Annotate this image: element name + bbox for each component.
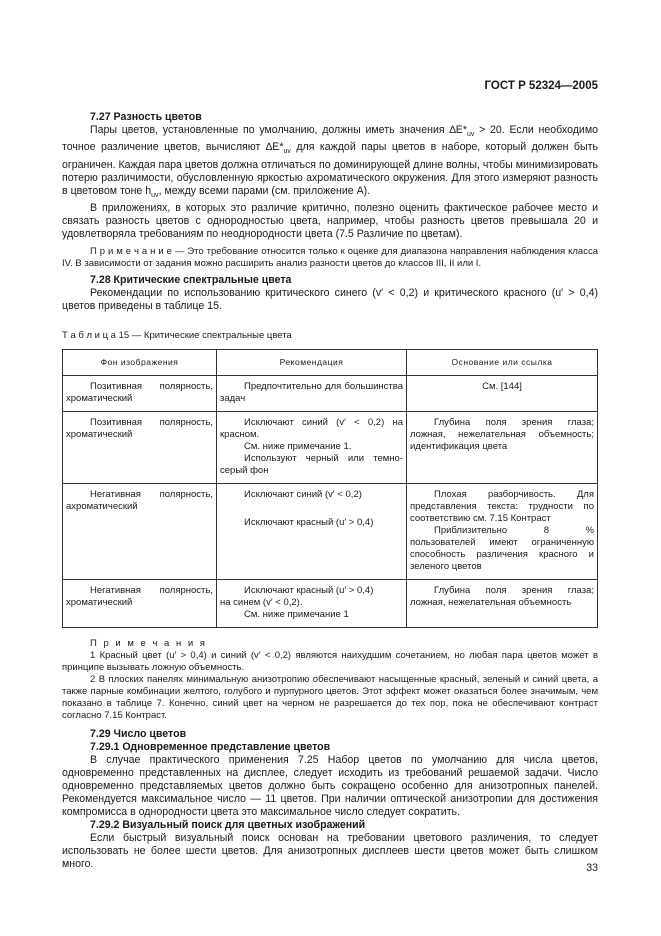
section-7-29-1-title: 7.29.1 Одновременное представление цветов (90, 740, 331, 753)
page-number: 33 (586, 862, 598, 874)
document-header: ГОСТ Р 52324—2005 (484, 80, 598, 92)
section-7-27-title: 7.27 Разность цветов (90, 111, 202, 123)
section-7-29-1-paragraph: В случае практического применения 7.25 Набор цветов по умолчанию для числа цветов, одновременно представленных на дисплее, следует исходить из требований решаемой задачи. Число одновременно представляемых цветов должно быть сокращено особенно для анизотропных панелей. Рекомендуется максимальное число — 11 цветов. При наличии оптической анизотропии для достижения компромисса в однородности цвета это максимальное число следует сократить. (62, 753, 598, 819)
section-7-29-2-paragraph: Если быстрый визуальный поиск основан на требовании цветового различения, то следует использовать не более шести цветов. Для анизотропных дисплеев шести цветов может быть слишком много. (62, 832, 598, 871)
critical-colors-table (62, 349, 598, 628)
note-2: 2 В плоских панелях минимальную анизотропию обеспечивают насыщенные красный, зеленый и синий цвета, а также парные комбинации желтого, голубого и пурпурного цветов. Этот эффект может оказаться более значимым, чем показано в таблице 7. Конечно, синий цвет на черном не разрешается до тех пор, пока не обеспечивают контраст согласно 7.15 Контраст. (62, 673, 598, 721)
table-cell: Предпочтительно для большинства задач (217, 375, 407, 411)
table-cell: Негативная полярность, ахроматический (63, 483, 217, 579)
table-header-cell: Основание или ссылка (407, 349, 598, 375)
table-cell: Позитивная полярность, хроматический (63, 411, 217, 483)
table-cell: Глубина поля зрения глаза; ложная, нежелательная объемность; идентификация цвета (407, 411, 598, 483)
section-7-27-paragraph-2: В приложениях, в которых это различие критично, полезно оценить фактическое рабочее место и связать разность цветов с однородностью цвета, например, чтобы разность цветов превышала 20 и удовлетворяла требованиям по неоднородности цвета (7.5 Различие по цветам). (62, 201, 598, 241)
page-content (62, 111, 598, 872)
table-row (63, 579, 598, 627)
section-7-29-2-title: 7.29.2 Визуальный поиск для цветных изображений (90, 819, 366, 832)
note-1: 1 Красный цвет (u′ > 0,4) и синий (v′ < 0,2) являются наихудшим сочетанием, но любая пара цветов может в принципе вызывать ложную объемность. (62, 649, 598, 673)
table-cell: См. [144] (407, 375, 598, 411)
table-header-cell: Фон изображения (63, 349, 217, 375)
table-row (63, 411, 598, 483)
notes-label: П р и м е ч а н и я (90, 637, 207, 649)
table-cell: Исключают синий (v′ < 0,2) Исключают красный (u′ > 0,4) (217, 483, 407, 579)
table-cell: Негативная полярность, хроматический (63, 579, 217, 627)
table-cell: Позитивная полярность, хроматический (63, 375, 217, 411)
table-cell: Исключают красный (u′ > 0,4) на синем (v′ < 0,2). См. ниже примечание 1 (217, 579, 407, 627)
table-cell: Исключают синий (v′ < 0,2) на красном. См. ниже примечание 1. Используют черный или темно-серый фон (217, 411, 407, 483)
section-7-28-paragraph: Рекомендации по использованию критического синего (v′ < 0,2) и критического красного (u′ > 0,4) цветов приведены в таблице 15. (62, 287, 598, 313)
table-cell: Глубина поля зрения глаза; ложная, нежелательная объемность (407, 579, 598, 627)
section-7-27-paragraph-1: Пары цветов, установленные по умолчанию, должны иметь значения $\Delta E*_{uv} > 20$. Если необходимо точное различение цветов, вычисляют $\Delta E*_{uv}$ для каждой пары цветов в наборе, который должен быть ограничен. Каждая пара цветов должна отличаться по доминирующей длине волны, чтобы минимизировать потерю различимости, обусловленную яркостью ахроматического окружения. Для этого измеряют разность в цветовом тоне $h_{uv}$, между всеми парами (см. приложение А). (62, 124, 598, 199)
section-7-27-note: П р и м е ч а н и е — Это требование относится только к оценке для диапазона направления наблюдения класса IV. В зависимости от задания можно расширить анализ разности цветов до классов III, II или I. (62, 246, 598, 270)
table-row (63, 375, 598, 411)
table-header-cell: Рекомендация (217, 349, 407, 375)
section-7-29-title: 7.29 Число цветов (90, 727, 187, 740)
table-caption: Т а б л и ц а 15 — Критические спектральные цвета (62, 330, 292, 342)
table-row (63, 483, 598, 579)
section-7-28-title: 7.28 Критические спектральные цвета (90, 274, 292, 287)
table-header-row (63, 349, 598, 375)
table-cell: Плохая разборчивость. Для представления текста: трудности по соответствию см. 7.15 Контраст Приблизительно 8 % пользователей имеют ограниченную способность различения красного и зеленого цветов (407, 483, 598, 579)
